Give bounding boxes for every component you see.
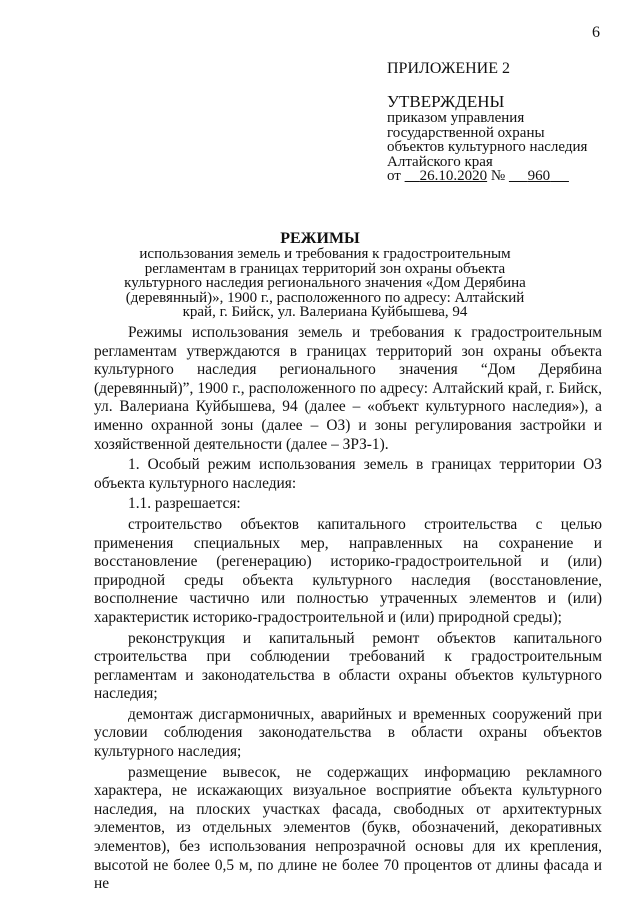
approval-title: УТВЕРЖДЕНЫ bbox=[387, 92, 505, 111]
order-date: 26.10.2020 bbox=[419, 168, 488, 185]
paragraph: 1.1. разрешается: bbox=[128, 495, 241, 513]
document-body bbox=[94, 324, 602, 894]
paragraph: демонтаж дисгармоничных, аварийных и временных сооружений при условии соблюдения законодательства в области охраны объектов культурного наследия; bbox=[94, 705, 602, 761]
approval-line: государственной охраны bbox=[387, 124, 545, 141]
order-number: 960 bbox=[527, 168, 551, 185]
paragraph: реконструкция и капитальный ремонт объектов капитального строительства при соблюдении требований к градостроительным регламентам и законодательства в области охраны объектов культурного наследия; bbox=[94, 629, 602, 703]
approval-line: Алтайского края bbox=[387, 153, 493, 170]
order-date-field bbox=[405, 168, 488, 184]
paragraph: размещение вывесок, не содержащих информацию рекламного характера, не искажающих визуальное восприятие объекта культурного наследия, на плоских участках фасада, свободных от архитектурных элементов, из отдельных элементов (букв, обозначений, декоративных элементов), без использования непрозрачной основы для их крепления, высотой не более 0,5 м, по длине не более 70 процентов от длины фасада и не bbox=[94, 763, 602, 893]
approval-line: приказом управления bbox=[387, 110, 525, 126]
order-prefix: от bbox=[387, 168, 401, 185]
approval-line: объектов культурного наследия bbox=[387, 139, 588, 156]
appendix-label: ПРИЛОЖЕНИЕ 2 bbox=[387, 60, 511, 77]
order-line bbox=[387, 169, 587, 184]
document-title: РЕЖИМЫ bbox=[280, 230, 360, 247]
paragraph: строительство объектов капитального строительства с целью применения специальных мер, направленных на сохранение и восстановление (регенерацию) историко-градостроительной и (или) природной среды объекта культурного наследия (восстановление, восполнение частично или полностью утраченных элементов и (или) характеристик историко-градостроительной и (или) природной среды); bbox=[94, 515, 602, 626]
approval-block bbox=[387, 93, 587, 184]
order-number-sign: № bbox=[490, 168, 506, 185]
page-number: 6 bbox=[592, 24, 600, 41]
paragraph: Режимы использования земель и требования к градостроительным регламентам утверждаются в границах территорий зон охраны объекта культурного наследия регионального значения “Дом Дерябина (деревянный)”, 1900 г., расположенного по адресу: Алтайский край, г. Бийск, ул. Валериана Куйбышева, 94 (далее – «объект культурного наследия»), а именно охранной зоны (далее – ОЗ) и зоны регулирования застройки и хозяйственной деятельности (далее – ЗРЗ-1). bbox=[94, 324, 602, 453]
order-number-field bbox=[509, 168, 569, 184]
document-subtitle: использования земель и требования к градостроительным регламентам в границах территорий зон охраны объекта культурного наследия регионального значения «Дом Дерябина (деревянный)», 1900 г., расположенного по адресу: Алтайский край, г. Бийск, ул. Валериана Куйбышева, 94 bbox=[124, 246, 526, 321]
paragraph: 1. Особый режим использования земель в границах территории ОЗ объекта культурного наследия: bbox=[94, 456, 602, 492]
